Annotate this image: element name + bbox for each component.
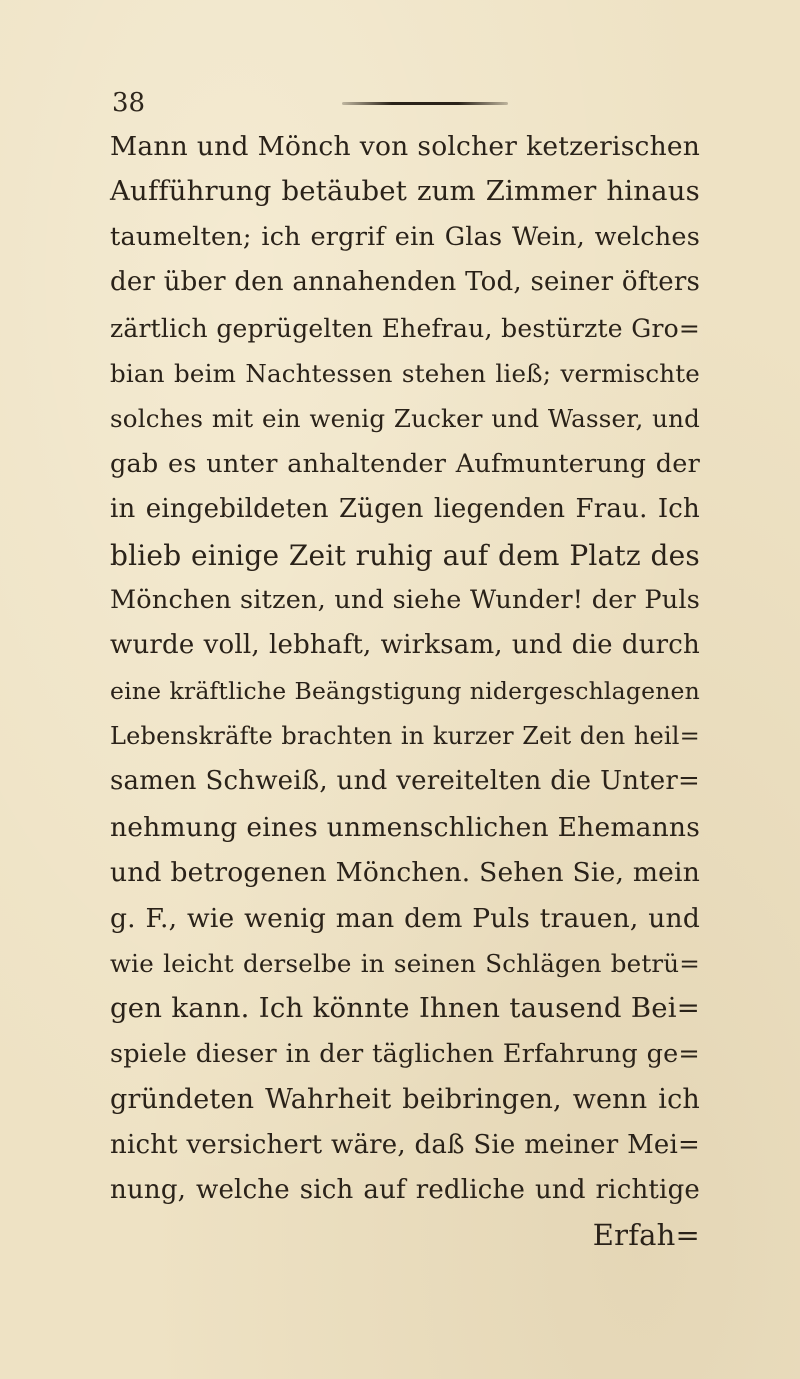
text-line: gen kann. Ich könnte Ihnen tausend Bei= [110,992,700,1025]
text-line: Lebenskräfte brachten in kurzer Zeit den heil= [110,722,700,751]
text-line: eine kräftliche Beängstigung nidergeschlagenen [110,676,700,705]
text-line: nicht versichert wäre, daß Sie meiner Mei= [110,1129,700,1160]
body-text [110,124,700,1259]
text-line: wie leicht derselbe in seinen Schlägen betrü= [110,949,700,979]
text-line: wurde voll, lebhaft, wirksam, und die durch [110,630,700,661]
text-line: gründeten Wahrheit beibringen, wenn ich [110,1084,700,1116]
text-line: g. F., wie wenig man dem Puls trauen, und [110,902,700,934]
text-line: bian beim Nachtessen stehen ließ; vermischte [110,358,700,388]
text-line: Aufführung betäubet zum Zimmer hinaus [110,175,700,208]
page-number: 38 [112,88,146,118]
text-line: taumelten; ich ergrif ein Glas Wein, welches [110,221,700,252]
page-header [112,88,532,122]
text-line: nung, welche sich auf redliche und richtige [110,1174,700,1205]
text-line: und betrogenen Mönchen. Sehen Sie, mein [110,857,700,889]
text-line: blieb einige Zeit ruhig auf dem Platz des [110,538,700,572]
text-line: gab es unter anhaltender Aufmunterung der [110,448,700,479]
text-line: zärtlich geprügelten Ehefrau, bestürzte Gro= [110,313,700,343]
catchword: Erfah= [592,1218,700,1253]
text-line: Mann und Mönch von solcher ketzerischen [110,131,700,162]
text-line: in eingebildeten Zügen liegenden Frau. Ich [110,494,700,525]
text-line: nehmung eines unmenschlichen Ehemanns [110,811,700,843]
text-line: samen Schweiß, und vereitelten die Unter= [110,766,700,797]
header-rule [342,102,508,105]
text-line: der über den annahenden Tod, seiner öfters [110,267,700,298]
text-line: Mönchen sitzen, und siehe Wunder! der Puls [110,584,700,615]
text-line: spiele dieser in der täglichen Erfahrung ge= [110,1038,700,1069]
text-line: solches mit ein wenig Zucker und Wasser, und [110,404,700,434]
